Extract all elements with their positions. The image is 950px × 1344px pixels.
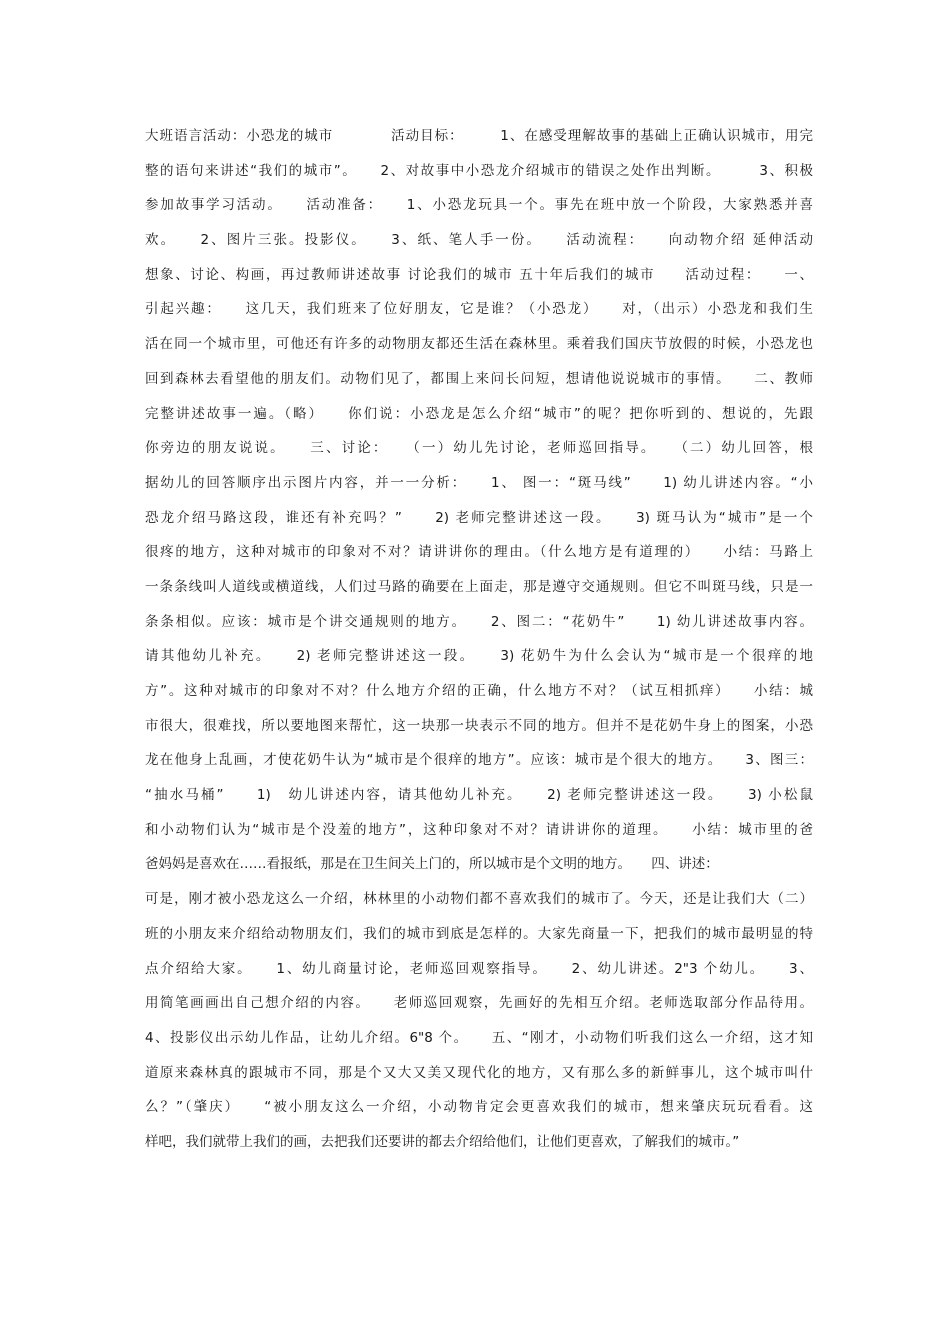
text-line: 完整讲述故事一遍。（略） 你们说：小恐龙是怎么介绍“城市”的呢？把你听到的、想说的，先跟 [145, 405, 813, 422]
text-line: 引起兴趣： 这几天，我们班来了位好朋友，它是谁？（小恐龙） 对，（出示）小恐龙和我们生 [145, 301, 813, 318]
text-line: 方”。这种对城市的印象对不对？什么地方介绍的正确，什么地方不对？（试互相抓痒） 小结：城 [145, 683, 813, 699]
text-line: 一条条线叫人道线或横道线，人们过马路的确要在上面走，那是遵守交通规则。但它不叫斑马线，只是一 [145, 578, 813, 595]
text-line: 请其他幼儿补充。 2) 老师完整讲述这一段。 3) 花奶牛为什么会认为“城市是一个很痒的地 [145, 648, 813, 665]
text-line: 据幼儿的回答顺序出示图片内容，并一一分析： 1、 图一：“斑马线” 1) 幼儿讲述内容。“小 [145, 474, 813, 491]
text-line: 欢。 2、图片三张。投影仪。 3、纸、笔人手一份。 活动流程： 向动物介绍 延伸活动 [145, 232, 813, 249]
text-line: 市很大，很难找，所以要地图来帮忙，这一块那一块表示不同的地方。但并不是花奶牛身上的图案，小恐 [145, 717, 813, 734]
text-line: 回到森林去看望他的朋友们。动物们见了，都围上来问长问短，想请他说说城市的事情。 二、教师 [145, 370, 813, 387]
text-line: 班的小朋友来介绍给动物朋友们，我们的城市到底是怎样的。大家先商量一下，把我们的城市最明显的特 [145, 925, 813, 942]
text-line: 很疼的地方，这种对城市的印象对不对？请讲讲你的理由。（什么地方是有道理的） 小结：马路上 [145, 544, 813, 561]
text-line: 么？”（肇庆） “被小朋友这么一介绍，小动物肯定会更喜欢我们的城市，想来肇庆玩玩看看。这 [145, 1099, 813, 1116]
text-line: 你旁边的朋友说说。 三、讨论： （一）幼儿先讨论，老师巡回指导。 （二）幼儿回答，根 [145, 440, 813, 457]
text-line: 恐龙介绍马路这段，谁还有补充吗？” 2) 老师完整讲述这一段。 3) 斑马认为“城市”是一个 [145, 509, 813, 526]
text-line: 点介绍给大家。 1、幼儿商量讨论，老师巡回观察指导。 2、幼儿讲述。2"3 个幼儿。 3、 [145, 960, 813, 977]
text-line: 条条相似。应该：城市是个讲交通规则的地方。 2、图二：“花奶牛” 1) 幼儿讲述故事内容。 [145, 613, 813, 630]
text-line: 整的语句来讲述“我们的城市”。 2、对故事中小恐龙介绍城市的错误之处作出判断。 3、积极 [145, 162, 813, 179]
text-line: 道原来森林真的跟城市不同，那是个又大又美又现代化的地方，又有那么多的新鲜事儿，这个城市叫什 [145, 1064, 813, 1081]
text-line: 和小动物们认为“城市是个没羞的地方”，这种印象对不对？请讲讲你的道理。 小结：城市里的爸 [145, 821, 813, 838]
text-line: 想象、讨论、构画，再过教师讲述故事 讨论我们的城市 五十年后我们的城市 活动过程： 一、 [145, 266, 813, 283]
text-line: 可是，刚才被小恐龙这么一介绍，林林里的小动物们都不喜欢我们的城市了。今天，还是让我们大（二） [145, 891, 813, 908]
text-line: 龙在他身上乱画，才使花奶牛认为“城市是个很痒的地方”。应该：城市是个很大的地方。 3、图三： [145, 752, 813, 769]
text-line: 爸妈妈是喜欢在……看报纸，那是在卫生间关上门的，所以城市是个文明的地方。 四、讲述： [145, 856, 719, 873]
text-line: 参加故事学习活动。 活动准备： 1、小恐龙玩具一个。事先在班中放一个阶段，大家熟悉并喜 [145, 197, 813, 214]
lesson-plan-text [145, 122, 813, 1163]
text-line: 大班语言活动：小恐龙的城市 活动目标： 1、在感受理解故事的基础上正确认识城市，用完 [145, 128, 813, 144]
text-line: 4、投影仪出示幼儿作品，让幼儿介绍。6"8 个。 五、“刚才，小动物们听我们这么一介绍，这才知 [145, 1029, 813, 1046]
text-line: 用简笔画画出自己想介绍的内容。 老师巡回观察，先画好的先相互介绍。老师选取部分作品待用。 [145, 995, 813, 1012]
text-line: 活在同一个城市里，可他还有许多的动物朋友都还生活在森林里。乘着我们国庆节放假的时候，小恐龙也 [145, 336, 813, 353]
text-line: 样吧，我们就带上我们的画，去把我们还要讲的都去介绍给他们，让他们更喜欢，了解我们的城市。” [145, 1133, 740, 1150]
text-line: “抽水马桶” 1) 幼儿讲述内容，请其他幼儿补充。 2) 老师完整讲述这一段。 3) 小松鼠 [145, 787, 813, 804]
